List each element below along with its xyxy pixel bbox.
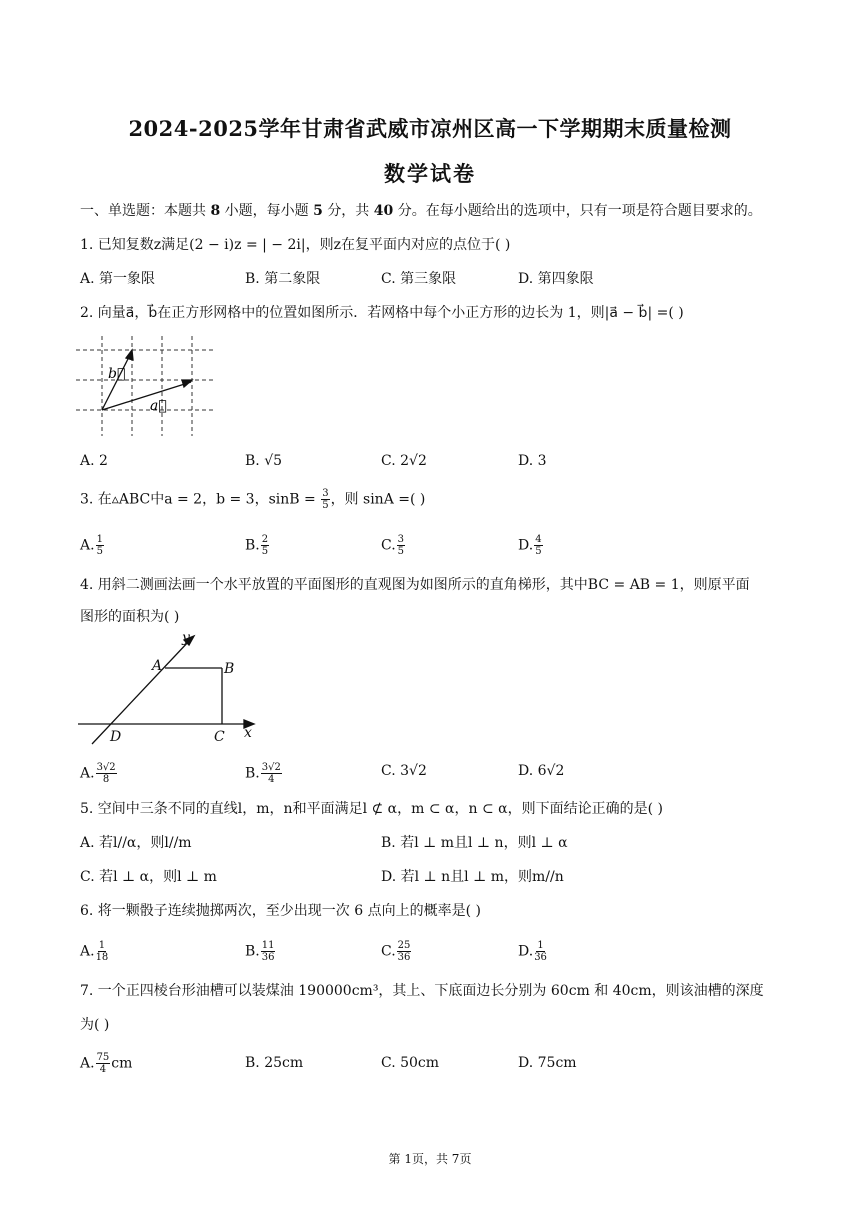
vector-a-label: a⃗ [150,398,167,414]
question-2: 2. 向量a⃗，b⃗在正方形网格中的位置如图所示．若网格中每个小正方形的边长为 1，则|a⃗ − b⃗| =( ) [80,305,684,321]
q1-option-a: A. 第一象限 [80,271,156,287]
axis-y-label: y [182,630,190,646]
question-3: 3. 在▵ABC中a = 2，b = 3，sinB = $\frac{3}{5}$ ，则 sinA =( ) [80,488,426,511]
trapezoid-figure [76,628,266,748]
q7-option-a: A. $\frac{75}{4}$ cm [80,1052,133,1075]
vector-b-label: b⃗ [108,366,126,382]
question-1: 1. 已知复数z满足(2 − i)z = | − 2i|，则z在复平面内对应的点位于( ) [80,237,511,253]
q2-option-b: B. √5 [245,453,283,469]
q5-option-d: D. 若l ⊥ n且l ⊥ m，则m//n [381,869,564,885]
q6-option-a: A. $\frac{1}{18}$ [80,940,109,963]
point-c-label: C [214,729,225,745]
q1-option-b: B. 第二象限 [245,271,321,287]
q7-option-d: D. 75cm [518,1055,577,1071]
vector-grid-figure [74,334,219,438]
question-6: 6. 将一颗骰子连续抛掷两次，至少出现一次 6 点向上的概率是( ) [80,903,481,919]
q5-option-b: B. 若l ⊥ m且l ⊥ n，则l ⊥ α [381,835,568,851]
q7-option-c: C. 50cm [381,1055,440,1071]
q5-option-c: C. 若l ⊥ α，则l ⊥ m [80,869,217,885]
q7-option-b: B. 25cm [245,1055,304,1071]
point-d-label: D [110,729,122,745]
question-4-line2: 图形的面积为( ) [80,609,180,625]
q6-option-c: C. $\frac{25}{36}$ [381,940,411,963]
q3-option-a: A. $\frac{1}{5}$ [80,534,103,557]
q3-option-b: B. $\frac{2}{5}$ [245,534,269,557]
q5-option-a: A. 若l//α，则l//m [80,835,192,851]
q6-option-b: B. $\frac{11}{36}$ [245,940,275,963]
exam-title: 2024-2025学年甘肃省武威市凉州区高一下学期期末质量检测 [128,116,732,141]
q3-option-c: C. $\frac{3}{5}$ [381,534,405,557]
question-5: 5. 空间中三条不同的直线l，m，n和平面满足l ⊄ α，m ⊂ α，n ⊂ α，则下面结论正确的是( ) [80,801,663,817]
question-7-line1: 7. 一个正四棱台形油槽可以装煤油 190000cm³，其上、下底面边长分别为 60cm 和 40cm，则该油槽的深度 [80,983,764,999]
question-4-line1: 4. 用斜二测画法画一个水平放置的平面图形的直观图为如图所示的直角梯形，其中BC = AB = 1，则原平面 [80,577,750,593]
point-a-label: A [152,658,163,674]
q4-option-b: B. $\frac{3√2}{4}$ [245,762,281,785]
section-heading: 一、单选题：本题共 8 小题，每小题 5 分，共 40 分。在每小题给出的选项中，只有一项是符合题目要求的。 [80,203,762,219]
q6-option-d: D. $\frac{1}{36}$ [518,940,547,963]
axis-x-label: x [244,725,252,741]
q3-option-d: D. $\frac{4}{5}$ [518,534,542,557]
question-7-line2: 为( ) [80,1017,110,1033]
q1-option-d: D. 第四象限 [518,271,594,287]
q4-option-c: C. 3√2 [381,763,427,779]
q1-option-c: C. 第三象限 [381,271,457,287]
q2-option-a: A. 2 [80,453,108,469]
q4-option-d: D. 6√2 [518,763,565,779]
q4-option-a: A. $\frac{3√2}{8}$ [80,762,116,785]
page-footer: 第 1页，共 7页 [388,1152,472,1166]
q2-option-c: C. 2√2 [381,453,427,469]
point-b-label: B [224,661,235,677]
q2-option-d: D. 3 [518,453,547,469]
exam-subtitle: 数学试卷 [384,161,476,186]
